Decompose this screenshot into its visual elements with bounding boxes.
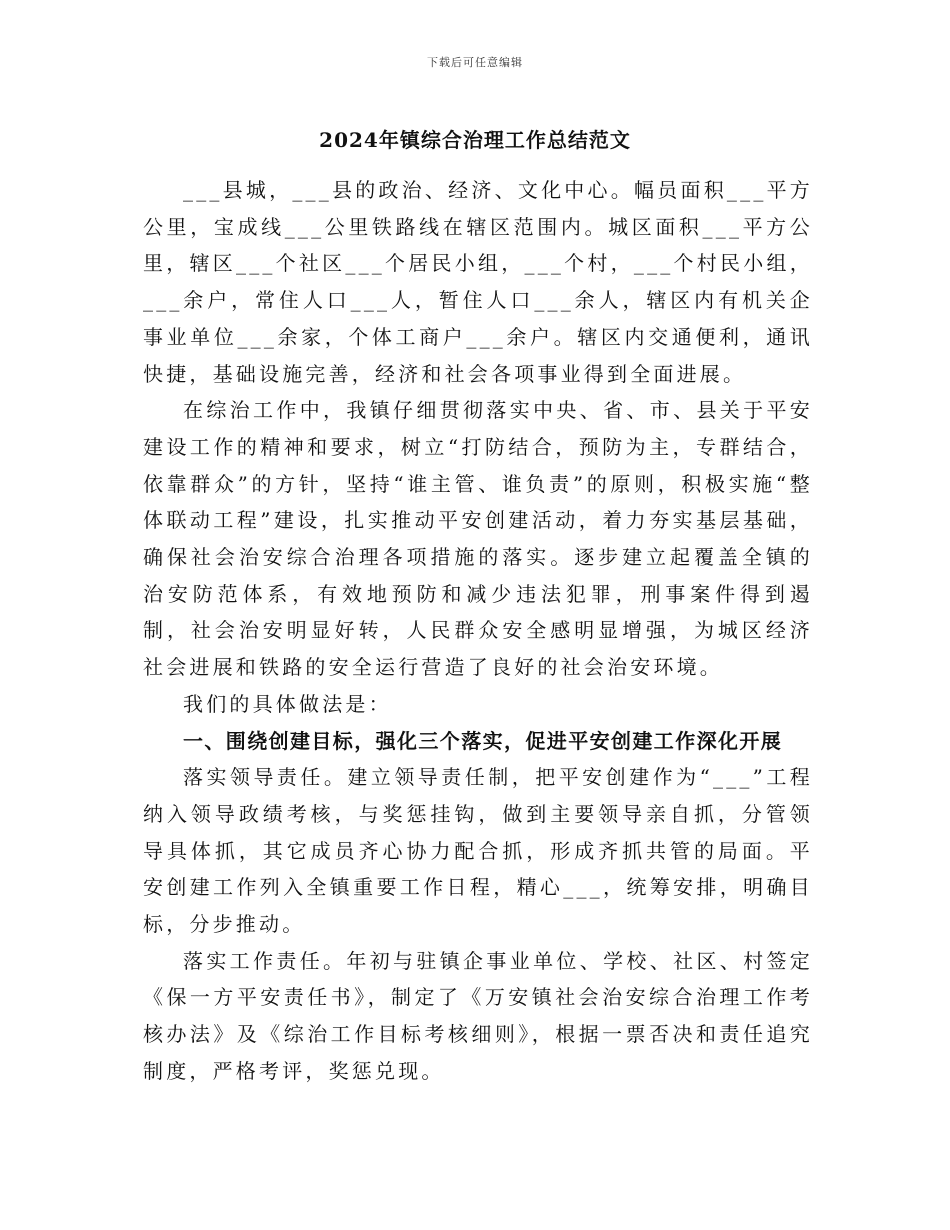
document-body (143, 172, 813, 1090)
section-heading-1: 一、围绕创建目标，强化三个落实，促进平安创建工作深化开展 (183, 728, 783, 753)
paragraph-method-intro: 我们的具体做法是： (183, 691, 392, 716)
paragraph-overview: 在综治工作中，我镇仔细贯彻落实中央、省、市、县关于平安建设工作的精神和要求，树立“打防结合，预防为主，专群结合，依靠群众”的方针，坚持“谁主管、谁负责”的原则，积极实施“整体联动工程”建设，扎实推动平安创建活动，着力夯实基层基础，确保社会治安综合治理各项措施的落实。逐步建立起覆盖全镇的治安防范体系，有效地预防和减少违法犯罪，刑事案件得到遏制，社会治安明显好转，人民群众安全感明显增强，为城区经济社会进展和铁路的安全运行营造了良好的社会治安环境。 (143, 398, 813, 680)
document-title: 2024年镇综合治理工作总结范文 (319, 128, 631, 152)
paragraph-leadership-responsibility: 落实领导责任。建立领导责任制，把平安创建作为“___”工程纳入领导政绩考核，与奖惩挂钩，做到主要领导亲自抓，分管领导具体抓，其它成员齐心协力配合抓，形成齐抓共管的局面。平安创建工作列入全镇重要工作日程，精心___，统筹安排，明确目标，分步推动。 (143, 765, 813, 937)
paragraph-work-responsibility: 落实工作责任。年初与驻镇企事业单位、学校、社区、村签定《保一方平安责任书》，制定了《万安镇社会治安综合治理工作考核办法》及《综治工作目标考核细则》，根据一票否决和责任追究制度，严格考评，奖惩兑现。 (143, 948, 813, 1083)
paragraph-intro: ___县城，___县的政治、经济、文化中心。幅员面积___平方公里，宝成线___公里铁路线在辖区范围内。城区面积___平方公里，辖区___个社区___个居民小组，___个村，___个村民小组，___余户，常住人口___人，暂住人口___余人，辖区内有机关企事业单位___余家，个体工商户___余户。辖区内交通便利，通讯快捷，基础设施完善，经济和社会各项事业得到全面进展。 (143, 178, 813, 386)
header-note: 下载后可任意编辑 (427, 56, 523, 69)
